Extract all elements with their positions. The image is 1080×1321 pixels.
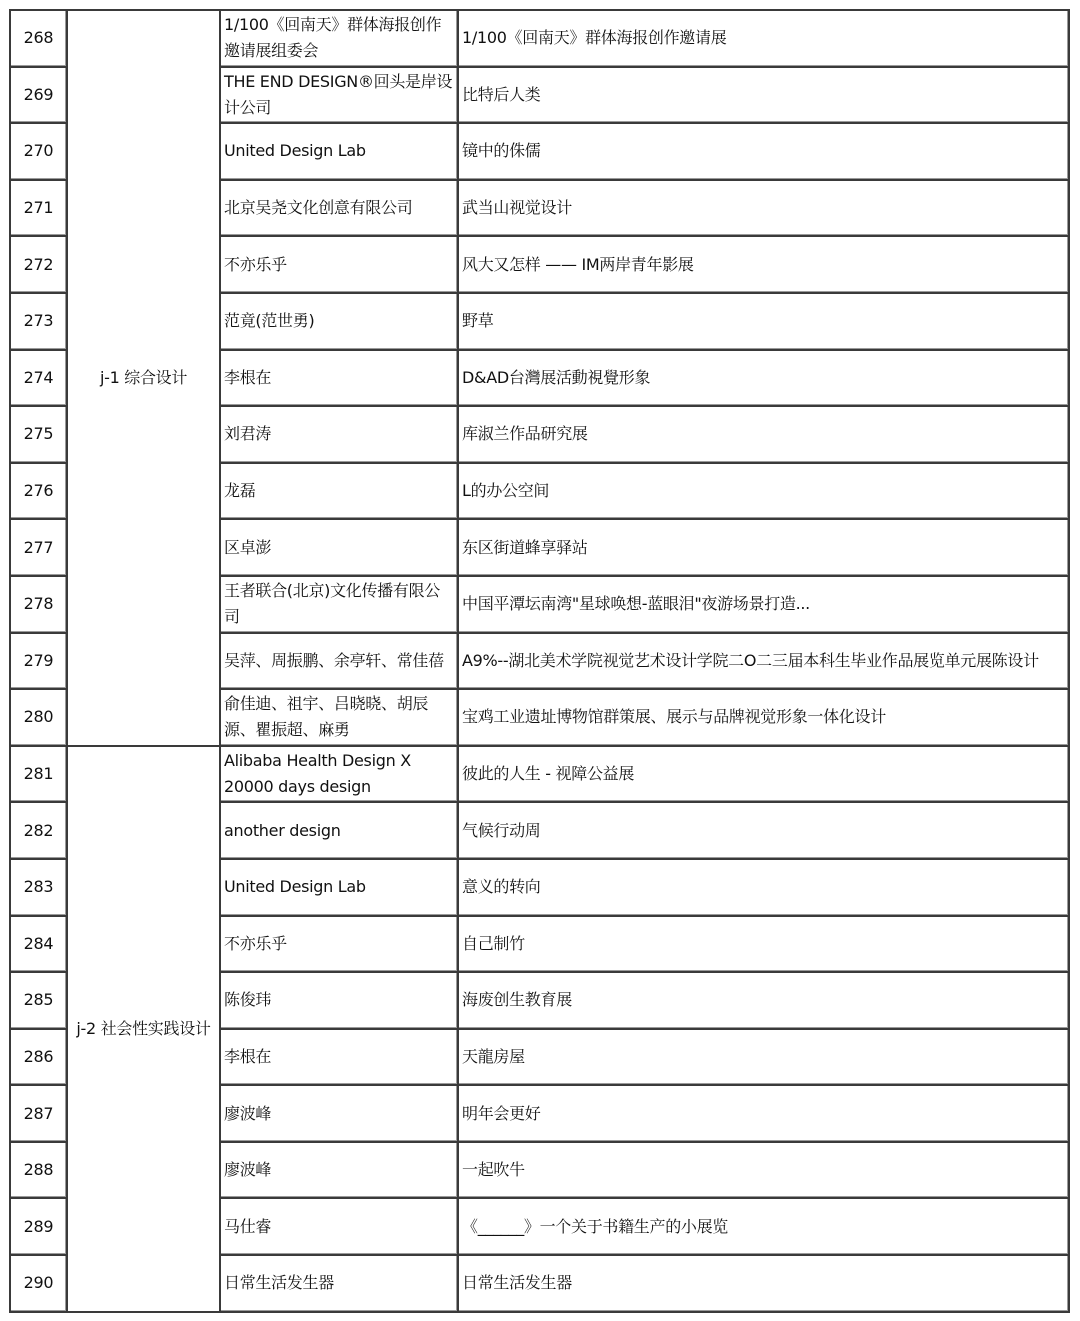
entry-author: 廖波峰 <box>220 1085 458 1142</box>
entry-author: THE END DESIGN®回头是岸设计公司 <box>220 67 458 124</box>
entry-author: 李根在 <box>220 1029 458 1086</box>
entry-work-title: 一起吹牛 <box>458 1142 1069 1199</box>
entry-work-title: 宝鸡工业遗址博物馆群策展、展示与品牌视觉形象一体化设计 <box>458 689 1069 746</box>
entry-number: 277 <box>10 519 67 576</box>
entry-work-title: 1/100《回南天》群体海报创作邀请展 <box>458 10 1069 67</box>
table-row <box>10 10 1069 67</box>
entry-author: 陈俊玮 <box>220 972 458 1029</box>
entry-work-title: 自己制竹 <box>458 916 1069 973</box>
entry-number: 271 <box>10 180 67 237</box>
entry-number: 287 <box>10 1085 67 1142</box>
entry-author: 王者联合(北京)文化传播有限公司 <box>220 576 458 633</box>
entry-work-title: A9%--湖北美术学院视觉艺术设计学院二O二三届本科生毕业作品展览单元展陈设计 <box>458 633 1069 690</box>
table-row <box>10 746 1069 803</box>
entry-work-title: 武当山视觉设计 <box>458 180 1069 237</box>
entry-work-title: 风大又怎样 —— IM两岸青年影展 <box>458 236 1069 293</box>
entry-author: 李根在 <box>220 350 458 407</box>
category-label: j-1 综合设计 <box>67 10 220 746</box>
entry-number: 270 <box>10 123 67 180</box>
entry-work-title: D&AD台灣展活動視覺形象 <box>458 350 1069 407</box>
entry-work-title: 库淑兰作品研究展 <box>458 406 1069 463</box>
entry-work-title: 日常生活发生器 <box>458 1255 1069 1312</box>
entry-number: 280 <box>10 689 67 746</box>
entry-number: 274 <box>10 350 67 407</box>
entry-author: Alibaba Health Design X 20000 days design <box>220 746 458 803</box>
entry-author: 区卓澎 <box>220 519 458 576</box>
entry-number: 278 <box>10 576 67 633</box>
entry-author: another design <box>220 802 458 859</box>
entry-work-title: 《______》一个关于书籍生产的小展览 <box>458 1198 1069 1255</box>
entry-number: 275 <box>10 406 67 463</box>
entry-number: 285 <box>10 972 67 1029</box>
entry-number: 290 <box>10 1255 67 1312</box>
entry-number: 283 <box>10 859 67 916</box>
entry-author: 不亦乐乎 <box>220 236 458 293</box>
entry-number: 289 <box>10 1198 67 1255</box>
entry-number: 268 <box>10 10 67 67</box>
entry-author: 北京吴尧文化创意有限公司 <box>220 180 458 237</box>
entry-work-title: 气候行动周 <box>458 802 1069 859</box>
entry-work-title: 野草 <box>458 293 1069 350</box>
entries-table <box>9 9 1070 1313</box>
entry-number: 279 <box>10 633 67 690</box>
entry-number: 273 <box>10 293 67 350</box>
entry-number: 286 <box>10 1029 67 1086</box>
entry-work-title: 东区街道蜂享驿站 <box>458 519 1069 576</box>
entry-work-title: 彼此的人生 - 视障公益展 <box>458 746 1069 803</box>
entry-number: 288 <box>10 1142 67 1199</box>
entry-author: 1/100《回南天》群体海报创作邀请展组委会 <box>220 10 458 67</box>
entry-author: United Design Lab <box>220 859 458 916</box>
entry-number: 276 <box>10 463 67 520</box>
entry-work-title: L的办公空间 <box>458 463 1069 520</box>
entry-work-title: 比特后人类 <box>458 67 1069 124</box>
entry-work-title: 镜中的侏儒 <box>458 123 1069 180</box>
entry-author: 日常生活发生器 <box>220 1255 458 1312</box>
entry-number: 281 <box>10 746 67 803</box>
entry-number: 282 <box>10 802 67 859</box>
entry-author: 不亦乐乎 <box>220 916 458 973</box>
entries-table-body <box>10 10 1069 1312</box>
entry-author: 吴萍、周振鹏、余亭轩、常佳蓓 <box>220 633 458 690</box>
entry-author: 俞佳迪、祖宇、吕晓晓、胡辰源、瞿振超、麻勇 <box>220 689 458 746</box>
entry-author: 马仕睿 <box>220 1198 458 1255</box>
entry-number: 284 <box>10 916 67 973</box>
entry-author: 范竟(范世勇) <box>220 293 458 350</box>
entry-author: 刘君涛 <box>220 406 458 463</box>
entry-work-title: 意义的转向 <box>458 859 1069 916</box>
entry-work-title: 海废创生教育展 <box>458 972 1069 1029</box>
entry-author: 廖波峰 <box>220 1142 458 1199</box>
category-label: j-2 社会性实践设计 <box>67 746 220 1312</box>
entry-work-title: 明年会更好 <box>458 1085 1069 1142</box>
entry-number: 272 <box>10 236 67 293</box>
entry-work-title: 中国平潭坛南湾"星球唤想-蓝眼泪"夜游场景打造... <box>458 576 1069 633</box>
entry-author: United Design Lab <box>220 123 458 180</box>
entry-author: 龙磊 <box>220 463 458 520</box>
entry-work-title: 天龍房屋 <box>458 1029 1069 1086</box>
entry-number: 269 <box>10 67 67 124</box>
